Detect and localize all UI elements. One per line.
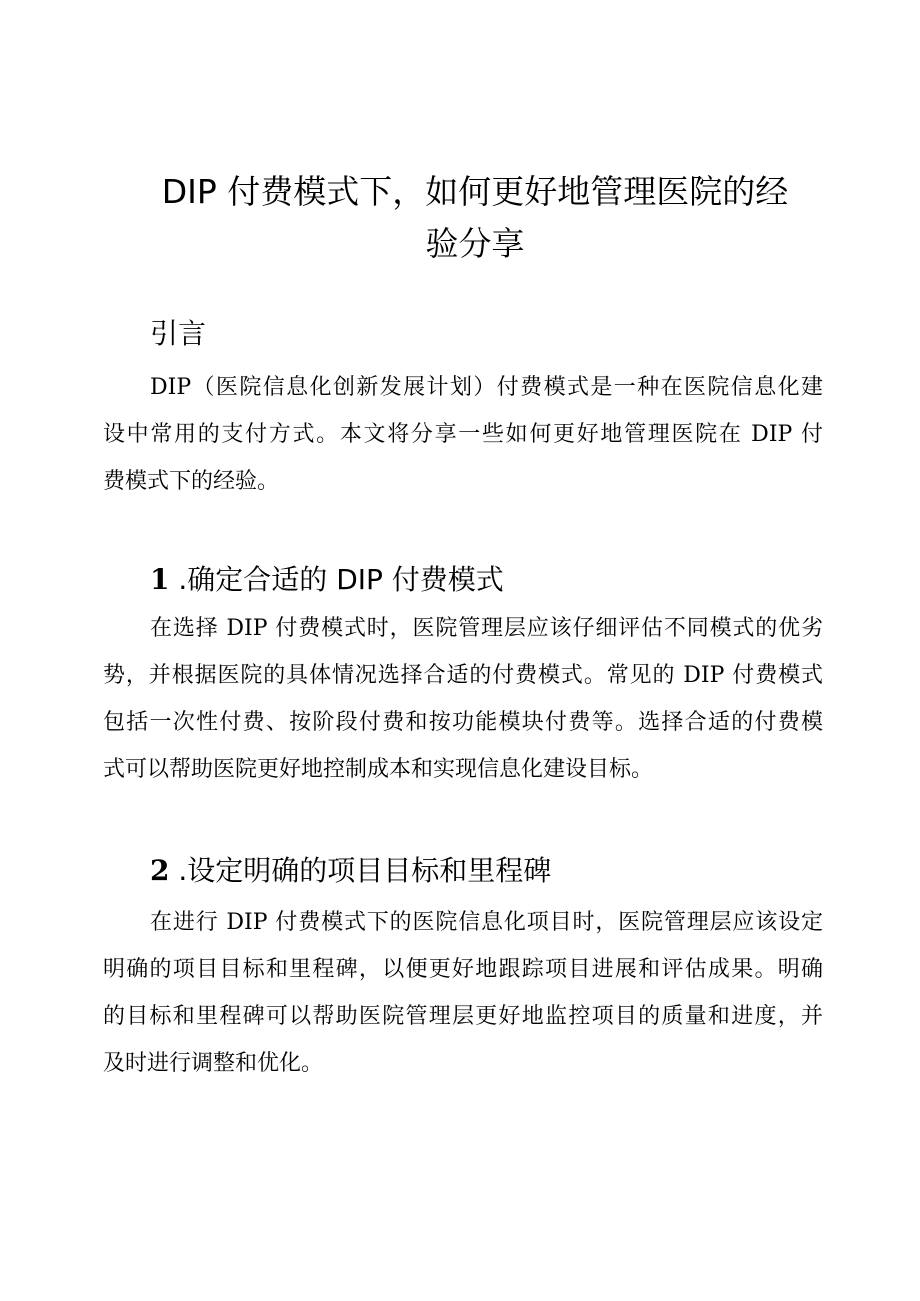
paragraph-line: 在选择 DIP 付费模式时，医院管理层应该仔细评估不同模式的优劣 bbox=[150, 616, 823, 641]
section-heading-text: .设定明确的项目目标和里程碑 bbox=[178, 854, 552, 887]
paragraph-line: 明确的项目目标和里程碑，以便更好地跟踪项目进展和评估成果。明确 bbox=[103, 957, 823, 982]
paragraph-line: DIP（医院信息化创新发展计划）付费模式是一种在医院信息化建 bbox=[150, 375, 823, 400]
section-number: 1 bbox=[150, 563, 170, 596]
section-heading-2 bbox=[150, 851, 551, 891]
paragraph-line: 的目标和里程碑可以帮助医院管理层更好地监控项目的质量和进度，并 bbox=[103, 1004, 823, 1029]
section-heading-intro: 引言 bbox=[150, 317, 207, 350]
paragraph-line: 及时进行调整和优化。 bbox=[103, 1051, 324, 1076]
paragraph-line: 设中常用的支付方式。本文将分享一些如何更好地管理医院在 DIP 付 bbox=[103, 422, 823, 447]
paragraph-line: 费模式下的经验。 bbox=[103, 469, 280, 494]
paragraph-line: 式可以帮助医院更好地控制成本和实现信息化建设目标。 bbox=[103, 757, 654, 782]
section-paragraph-2 bbox=[103, 899, 823, 1087]
paragraph-line: 势，并根据医院的具体情况选择合适的付费模式。常见的 DIP 付费模式 bbox=[103, 663, 823, 688]
section-heading-text: .确定合适的 DIP 付费模式 bbox=[178, 563, 504, 596]
title-line-2: 验分享 bbox=[425, 224, 525, 263]
title-line-1: DIP 付费模式下，如何更好地管理医院的经 bbox=[161, 172, 789, 211]
paragraph-line: 在进行 DIP 付费模式下的医院信息化项目时，医院管理层应该设定 bbox=[150, 910, 823, 935]
paragraph-line: 包括一次性付费、按阶段付费和按功能模块付费等。选择合适的付费模 bbox=[103, 710, 823, 735]
section-paragraph-1 bbox=[103, 605, 823, 793]
section-paragraph-intro bbox=[103, 364, 823, 505]
section-heading-1 bbox=[150, 560, 504, 600]
document-title bbox=[130, 166, 820, 270]
section-number: 2 bbox=[150, 854, 170, 887]
